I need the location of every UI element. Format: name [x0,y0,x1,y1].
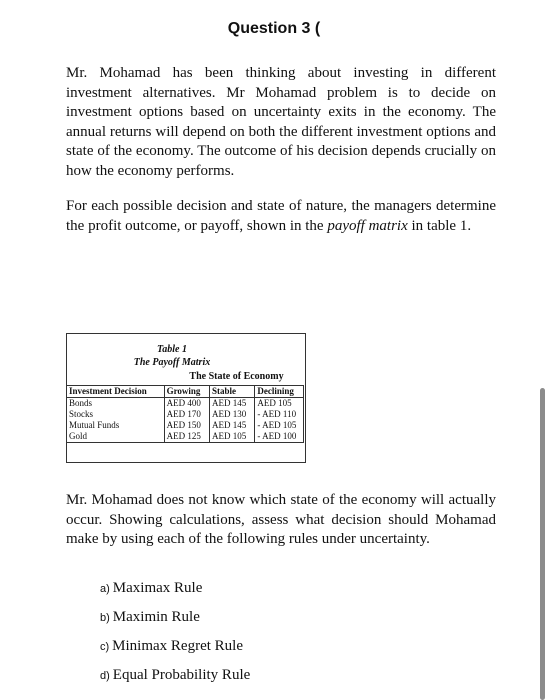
task-paragraph: Mr. Mohamad does not know which state of the economy will actually occur. Showing calculations, assess what decision should Mohamad make by using each of the following rules under uncertainty. [66,492,496,547]
cell-stable: AED 105 [210,431,255,443]
cell-stable: AED 145 [210,398,255,410]
state-of-economy-header: The State of Economy [189,371,284,382]
payoff-paragraph-text: For each possible decision and state of nature, the managers determine the profit outcome, or payoff, shown in the [66,198,496,234]
cell-stable: AED 145 [210,420,255,431]
intro-paragraph: Mr. Mohamad has been thinking about investing in different investment alternatives. Mr Mohamad problem is to decide on investment options based on uncertainty exits in the economy. The annual returns will depend on both the different investment options and state of the economy. The outcome of his decision depends crucially on how the economy performs. [66,65,496,179]
table-row [67,420,304,431]
rule-letter: a) [100,583,110,595]
table-caption-title: The Payoff Matrix [133,357,211,368]
row-label: Bonds [67,398,165,410]
table-header-row [67,386,304,398]
table-row [67,409,304,420]
cell-declining: - AED 110 [255,409,304,420]
rule-text: Equal Probability Rule [112,667,251,683]
payoff-paragraph-end: in table 1. [407,217,472,234]
payoff-matrix-term: payoff matrix [327,217,408,234]
rule-text: Maximin Rule [112,609,200,625]
payoff-table [66,385,304,443]
question-title: Question 3 ( [227,20,321,37]
cell-growing: AED 170 [164,409,209,420]
table-row [67,398,304,410]
payoff-table-figure [66,333,306,463]
header-declining: Declining [255,386,304,398]
cell-growing: AED 125 [164,431,209,443]
payoff-paragraph [66,197,496,236]
list-item [100,636,250,665]
list-item [100,607,250,636]
list-item [100,578,250,607]
cell-declining: AED 105 [255,398,304,410]
row-label: Mutual Funds [67,420,165,431]
row-label: Stocks [67,409,165,420]
cell-growing: AED 400 [164,398,209,410]
header-stable: Stable [210,386,255,398]
cell-declining: - AED 100 [255,431,304,443]
cell-growing: AED 150 [164,420,209,431]
header-growing: Growing [164,386,209,398]
table-row [67,431,304,443]
rule-text: Minimax Regret Rule [112,638,243,654]
table-caption-number: Table 1 [157,344,187,355]
list-item [100,665,250,694]
header-investment-decision: Investment Decision [67,386,165,398]
rules-list [100,578,250,694]
rule-letter: c) [100,641,110,653]
rule-text: Maximax Rule [112,580,203,596]
cell-declining: - AED 105 [255,420,304,431]
rule-letter: d) [100,670,110,682]
cell-stable: AED 130 [210,409,255,420]
rule-letter: b) [100,612,110,624]
vertical-scrollbar[interactable] [540,388,545,700]
row-label: Gold [67,431,165,443]
